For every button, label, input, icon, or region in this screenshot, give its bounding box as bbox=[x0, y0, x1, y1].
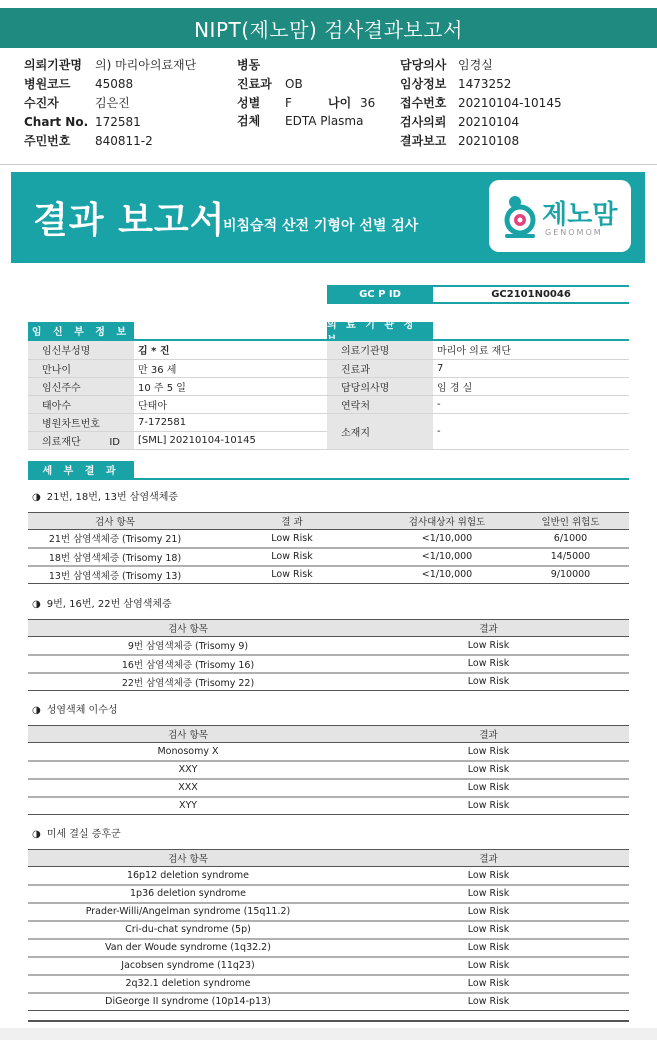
header-field-value: 1473252 bbox=[458, 77, 512, 91]
header-field-value: 임경실 bbox=[458, 58, 493, 72]
result-cell: 14/5000 bbox=[512, 548, 629, 566]
header-field-c3-2 bbox=[400, 94, 562, 113]
info-value: 김 * 진 bbox=[134, 341, 329, 359]
genomom-logo bbox=[489, 180, 631, 252]
result-row bbox=[28, 797, 629, 815]
result-column-header: 결 과 bbox=[202, 513, 382, 530]
result-row bbox=[28, 548, 629, 566]
report-title: NIPT(제노맘) 검사결과보고서 bbox=[0, 8, 657, 48]
result-cell: 22번 삼염색체증 (Trisomy 22) bbox=[28, 673, 348, 691]
result-column-header: 결과 bbox=[348, 850, 629, 867]
detail-results-line bbox=[28, 478, 629, 480]
info-label: 소재지 bbox=[327, 413, 433, 449]
result-column-header: 결과 bbox=[348, 726, 629, 743]
result-cell: 16번 삼염색체증 (Trisomy 16) bbox=[28, 655, 348, 673]
result-row bbox=[28, 975, 629, 993]
result-row bbox=[28, 761, 629, 779]
info-label: 임신부성명 bbox=[28, 341, 134, 359]
header-field-key: 의뢰기관명 bbox=[24, 58, 82, 72]
result-header-row bbox=[28, 850, 629, 867]
patient-info-table bbox=[28, 341, 329, 450]
result-row bbox=[28, 655, 629, 673]
header-field-c3-3 bbox=[400, 113, 519, 132]
section-title: 미세 결실 증후군 bbox=[46, 829, 121, 840]
banner-subtitle: 비침습적 산전 기형아 선별 검사 bbox=[223, 218, 419, 234]
header-divider bbox=[0, 164, 657, 165]
info-row bbox=[28, 395, 329, 413]
result-cell: XXY bbox=[28, 761, 348, 779]
result-cell: Low Risk bbox=[348, 903, 629, 921]
result-cell: 6/1000 bbox=[512, 530, 629, 548]
info-value: 10 주 5 일 bbox=[134, 377, 329, 395]
result-row bbox=[28, 921, 629, 939]
gc-pid-value: GC2101N0046 bbox=[433, 285, 629, 304]
info-row bbox=[28, 377, 329, 395]
result-cell: 13번 삼염색체증 (Trisomy 13) bbox=[28, 566, 202, 584]
result-cell: <1/10,000 bbox=[382, 548, 512, 566]
result-cell: Low Risk bbox=[202, 566, 382, 584]
result-cell: Low Risk bbox=[202, 548, 382, 566]
header-field-value: OB bbox=[285, 77, 303, 91]
result-column-header: 검사 항목 bbox=[28, 513, 202, 530]
info-value: 단태아 bbox=[134, 395, 329, 413]
genomom-logo-icon bbox=[501, 192, 539, 240]
info-label: 임신주수 bbox=[28, 377, 134, 395]
result-cell: Low Risk bbox=[348, 939, 629, 957]
result-header-row bbox=[28, 726, 629, 743]
result-cell: 18번 삼염색체증 (Trisomy 18) bbox=[28, 548, 202, 566]
result-row bbox=[28, 566, 629, 584]
result-cell: Low Risk bbox=[348, 673, 629, 691]
header-field-value: 840811-2 bbox=[95, 134, 153, 148]
result-header-row bbox=[28, 620, 629, 637]
result-cell: XXX bbox=[28, 779, 348, 797]
result-cell: Low Risk bbox=[348, 957, 629, 975]
info-value: [SML] 20210104-10145 bbox=[134, 431, 329, 449]
half-circle-icon: ◑ bbox=[32, 829, 41, 840]
header-field-value: 45088 bbox=[95, 77, 134, 91]
header-field-c2-0 bbox=[237, 56, 285, 75]
result-cell: XYY bbox=[28, 797, 348, 815]
result-row bbox=[28, 957, 629, 975]
header-field-c3-0 bbox=[400, 56, 493, 75]
result-column-header: 일반인 위험도 bbox=[512, 513, 629, 530]
header-field-c2-1 bbox=[237, 75, 303, 94]
header-field-value: 20210108 bbox=[458, 134, 520, 148]
info-value: 7-172581 bbox=[134, 413, 329, 431]
info-row bbox=[327, 395, 629, 413]
info-label: 의료기관명 bbox=[327, 341, 433, 359]
result-cell: Cri-du-chat syndrome (5p) bbox=[28, 921, 348, 939]
header-field-key: 진료과 bbox=[237, 77, 272, 91]
header-field-key: 병동 bbox=[237, 58, 261, 72]
header-field-key: 주민번호 bbox=[24, 134, 71, 148]
result-cell: Low Risk bbox=[202, 530, 382, 548]
result-column-header: 검사대상자 위험도 bbox=[382, 513, 512, 530]
result-cell: Low Risk bbox=[348, 975, 629, 993]
result-cell: Monosomy X bbox=[28, 743, 348, 761]
header-field-key: 수진자 bbox=[24, 96, 59, 110]
institution-info-table bbox=[327, 341, 629, 450]
result-cell: 21번 삼염색체증 (Trisomy 21) bbox=[28, 530, 202, 548]
info-label: 병원차트번호 bbox=[28, 413, 134, 431]
info-value: 만 36 세 bbox=[134, 359, 329, 377]
header-field-key: 검사의뢰 bbox=[400, 115, 447, 129]
result-cell: Low Risk bbox=[348, 867, 629, 885]
half-circle-icon: ◑ bbox=[32, 599, 41, 610]
detail-results-heading: 세 부 결 과 bbox=[28, 461, 134, 478]
info-row bbox=[28, 431, 329, 449]
header-field-value: 의) 마리아의료재단 bbox=[95, 58, 197, 72]
section-subheading bbox=[32, 825, 121, 840]
header-field-key: 임상정보 bbox=[400, 77, 447, 91]
result-cell: Low Risk bbox=[348, 655, 629, 673]
header-field-key: 접수번호 bbox=[400, 96, 447, 110]
header-field-key: 결과보고 bbox=[400, 134, 447, 148]
header-field-value: EDTA Plasma bbox=[285, 114, 364, 128]
header-field-key: 나이 bbox=[328, 96, 352, 110]
section-title: 21번, 18번, 13번 삼염색체증 bbox=[46, 492, 179, 503]
result-cell: 16p12 deletion syndrome bbox=[28, 867, 348, 885]
info-row bbox=[28, 341, 329, 359]
info-value: 임 경 실 bbox=[433, 377, 629, 395]
result-table bbox=[28, 725, 629, 815]
logo-text: 제노맘 bbox=[542, 200, 618, 230]
info-label: 담당의사명 bbox=[327, 377, 433, 395]
result-cell: Van der Woude syndrome (1q32.2) bbox=[28, 939, 348, 957]
result-row bbox=[28, 779, 629, 797]
result-cell: Low Risk bbox=[348, 637, 629, 655]
section-title: 성염색체 이수성 bbox=[46, 705, 118, 716]
header-field-age bbox=[328, 94, 375, 113]
result-row bbox=[28, 530, 629, 548]
info-label: 만나이 bbox=[28, 359, 134, 377]
result-row bbox=[28, 903, 629, 921]
info-value: 7 bbox=[433, 359, 629, 377]
section-subheading bbox=[32, 488, 178, 503]
info-value: 마리아 의료 재단 bbox=[433, 341, 629, 359]
result-cell: 2q32.1 deletion syndrome bbox=[28, 975, 348, 993]
result-row bbox=[28, 673, 629, 691]
header-field-value: 김은진 bbox=[95, 96, 130, 110]
result-cell: Low Risk bbox=[348, 921, 629, 939]
header-field-c1-3 bbox=[24, 113, 141, 132]
result-row bbox=[28, 993, 629, 1011]
result-cell: <1/10,000 bbox=[382, 530, 512, 548]
header-field-c1-1 bbox=[24, 75, 133, 94]
gc-pid-label: GC P ID bbox=[327, 285, 433, 304]
info-value: - bbox=[433, 395, 629, 413]
result-cell: 1p36 deletion syndrome bbox=[28, 885, 348, 903]
result-cell: Low Risk bbox=[348, 761, 629, 779]
result-banner bbox=[11, 172, 645, 263]
result-cell: 9/10000 bbox=[512, 566, 629, 584]
banner-title: 결과 보고서 bbox=[33, 200, 226, 241]
info-label: 의료재단 ID bbox=[28, 431, 134, 449]
info-row bbox=[327, 413, 629, 449]
result-column-header: 검사 항목 bbox=[28, 726, 348, 743]
header-field-c1-0 bbox=[24, 56, 196, 75]
result-cell: Jacobsen syndrome (11q23) bbox=[28, 957, 348, 975]
page-footer-band bbox=[0, 1028, 657, 1040]
section-title: 9번, 16번, 22번 삼염색체증 bbox=[46, 599, 172, 610]
header-field-c2-3 bbox=[237, 112, 363, 131]
header-field-key: 성별 bbox=[237, 96, 261, 110]
header-field-c3-4 bbox=[400, 132, 519, 151]
result-cell: 9번 삼염색체증 (Trisomy 9) bbox=[28, 637, 348, 655]
result-header-row bbox=[28, 513, 629, 530]
info-row bbox=[28, 413, 329, 431]
info-row bbox=[327, 377, 629, 395]
header-field-value: 172581 bbox=[95, 115, 141, 129]
result-column-header: 결과 bbox=[348, 620, 629, 637]
info-row bbox=[327, 359, 629, 377]
header-field-c1-4 bbox=[24, 132, 153, 151]
result-row bbox=[28, 637, 629, 655]
header-field-value: F bbox=[285, 96, 292, 110]
header-field-c1-2 bbox=[24, 94, 130, 113]
section-subheading bbox=[32, 595, 172, 610]
result-table bbox=[28, 512, 629, 584]
header-field-key: 검체 bbox=[237, 114, 261, 128]
result-cell: <1/10,000 bbox=[382, 566, 512, 584]
section-subheading bbox=[32, 701, 118, 716]
result-cell: Low Risk bbox=[348, 779, 629, 797]
result-column-header: 검사 항목 bbox=[28, 850, 348, 867]
result-row bbox=[28, 939, 629, 957]
logo-subtext: GENOMOM bbox=[545, 228, 603, 237]
info-label: 연락처 bbox=[327, 395, 433, 413]
result-cell: Prader-Willi/Angelman syndrome (15q11.2) bbox=[28, 903, 348, 921]
institution-info-heading: 의 료 기 관 정 bbox=[327, 322, 433, 339]
patient-info-heading: 임 신 부 정 보 bbox=[28, 322, 134, 339]
result-cell: Low Risk bbox=[348, 743, 629, 761]
info-row bbox=[28, 359, 329, 377]
result-table bbox=[28, 849, 629, 1011]
header-field-key: 병원코드 bbox=[24, 77, 71, 91]
result-column-header: 검사 항목 bbox=[28, 620, 348, 637]
info-row bbox=[327, 341, 629, 359]
result-row bbox=[28, 743, 629, 761]
header-field-value: 20210104-10145 bbox=[458, 96, 562, 110]
half-circle-icon: ◑ bbox=[32, 492, 41, 503]
result-cell: Low Risk bbox=[348, 993, 629, 1011]
bottom-rule bbox=[28, 1020, 629, 1022]
info-value: - bbox=[433, 413, 629, 449]
result-cell: Low Risk bbox=[348, 797, 629, 815]
result-row bbox=[28, 885, 629, 903]
header-field-key: 담당의사 bbox=[400, 58, 447, 72]
header-field-c3-1 bbox=[400, 75, 511, 94]
header-field-key: Chart No. bbox=[24, 115, 89, 129]
header-field-value: 20210104 bbox=[458, 115, 520, 129]
result-cell: Low Risk bbox=[348, 885, 629, 903]
result-row bbox=[28, 867, 629, 885]
result-table bbox=[28, 619, 629, 691]
half-circle-icon: ◑ bbox=[32, 705, 41, 716]
header-field-c2-2 bbox=[237, 94, 292, 113]
result-cell: DiGeorge II syndrome (10p14-p13) bbox=[28, 993, 348, 1011]
header-field-value: 36 bbox=[360, 96, 376, 110]
info-label: 태아수 bbox=[28, 395, 134, 413]
info-label: 진료과 bbox=[327, 359, 433, 377]
